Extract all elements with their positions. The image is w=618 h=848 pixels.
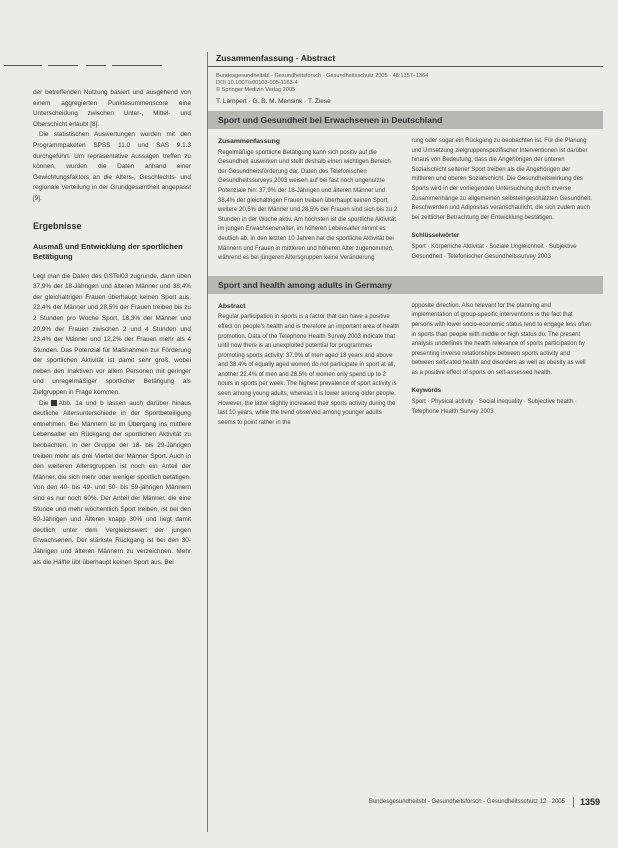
authors: T. Lampert · G. B. M. Mensink · T. Ziese [216, 98, 331, 105]
section-heading: Ergebnisse [33, 220, 82, 231]
page-footer [270, 797, 600, 807]
keywords: Sport · Körperliche Aktivität · Soziale Ungleichheit · Subjektive Gesundheit · Telefonischer Gesundheitssurvey 2003 [411, 243, 577, 260]
abstract-text: opposite direction. Also relevant for the planning and implementation of group-specific interventions is the fact that persons with lower socio-economic status tend to engage less often in sports than people with middle or high status do. The present analysis underlines the health relevance of sports participation by presenting inverse relationships between sports activity and between self-rated health and disorders as well as obesity as well as a positive effect of sports on self-assessed health. [411, 302, 592, 376]
text: Abb. 1a und b lassen auch darüber hinaus deutliche Altersunterschiede in der Sportbeteiligung entnehmen. Bei Männern ist im Übergang ins mittlere Lebensalter ein Rückgang der sportlichen Aktivität zu beobachten. In der Gruppe der 18- bis 29-Jährigen treiben mehr als drei Viertel der Männer Sport. Auch in den weiteren Altersgruppen ist noch ein Anteil der Männer, die sich mehr oder weniger sportlich betätigen. Von den 40- bis 49- und 50- bis 59-jährigen Männern sind es nur noch 60%. Der Anteil der Männer, die eine Stunde und mehr wöchentlich Sport treiben, ist bei den 60-Jährigen und Älteren knapp 30% und liegt damit deutlich unter dem Vergleichswert der jungen Erwachsenen. Der stärkste Rückgang ist bei den 30-Jährigen und älteren Männern zu verzeichnen. Mehr als die Hälfte übt überhaupt keinen Sport aus. Bei [33, 399, 191, 566]
abstract-box [207, 52, 603, 832]
keywords-heading: Schlüsselwörter [411, 232, 460, 240]
left-text-column [33, 88, 191, 568]
heading: Abstract [218, 302, 246, 310]
doi: DOI 10.1007/s00103-005-1163-4 [216, 80, 298, 86]
citation: Bundesgesundheitsbl - Gesundheitsforsch - Gesundheitsschutz 2005 · 48:1357–1364 [216, 73, 429, 79]
abstract-text: rung oder sogar ein Rückgang zu beobachten ist. Für die Planung und Umsetzung zielgruppenspezifischer Interventionen ist darüber hinaus von Bedeutung, dass die Angehörigen der unteren Sozialschicht seltener Sport treiben als die Angehörigen der mittleren und oberen Sozialschicht. Die Gesundheitswirkung des Sports wird in der vorliegenden Untersuchung durch inverse Zusammenhänge zu allgemeinen selbsteingeschätzten Gesundheit, Beschwerden und Adipositas veranschaulicht, die sich zudem auch bei zeitlicher Betrachtung der Entwicklung bestätigen. [411, 138, 592, 221]
divider [48, 65, 78, 66]
abstract-text: Regelmäßige sportliche Betätigung kann sich positiv auf die Gesundheit auswirken und stellt deshalb einen wichtigen Bereich der Gesundheitsförderung dar. Daten des Telefonischen Gesundheitssurveys 2003 weisen auf bei fast noch ungenutzte Potenziale hin: 37,9% der 18-Jährigen und älteren Männer und 38,4% der gleichaltrigen Frauen treiben überhaupt keinen Sport, weitere 20,5% der Männer und 28,5% der Frauen sind sich bis zu 2 Stunden in der Woche aktiv. Am höchsten ist die sportliche Aktivität im jungen Erwachsenenalter, im höheren Lebensalter nimmt es deutlich ab. In den letzten 10 Jahren hat die sportliche Aktivität bei Männern und Frauen in mittleren und höheren Alter zugenommen, während es bei jüngeren Altersgruppen keine Veränderung [218, 149, 398, 262]
title-english: Sport and health among adults in Germany [208, 276, 603, 294]
keywords-heading: Keywords [411, 387, 442, 395]
abstract-text: Regular participation in sports is a factor that can have a positive effect on people's health and is therefore an important area of health promotion. Data of the Telephone Health Survey 2003 indicate that until now there is an unexploited potential for programmes promoting sports activity: 37.9% of men aged 18 years and above and 38.4% of equally aged women do not participate in sport at all, another 22.4% of men and 28.5% of women only spend up to 2 hours in sports per week. The highest prevalence of sport activity is seen among young adults, whereas it is lower among older people. However, the latter slightly increased their sports activity during the last 10 years, while the trend observed among younger adults seems to point rather in the [218, 314, 400, 426]
title-german: Sport und Gesundheit bei Erwachsenen in Deutschland [208, 111, 603, 129]
journal-name: Bundesgesundheitsbl - Gesundheitsforsch - Gesundheitsschutz 12 · 2005 [368, 799, 565, 805]
divider [112, 65, 162, 66]
abstract-header: Zusammenfassung · Abstract [208, 52, 603, 67]
divider [4, 65, 42, 66]
heading: Zusammenfassung [218, 138, 280, 145]
divider [86, 65, 106, 66]
paragraph: der betreffenden Nutzung basiert und ausgehend von einem aggregierten Punktesummenscore eine Unterscheidung zwischen Unter-, Mittel- und Oberschicht erlaubt [8]. [33, 89, 191, 128]
english-abstract [208, 294, 603, 429]
paragraph [33, 399, 191, 569]
page-number: 1359 [573, 797, 600, 807]
paragraph: Die statistischen Auswertungen wurden mit den Programmpaketen SPSS 11.0 und SAS 9.1.3 durchgeführt. Um repräsentative Aussagen treffen zu können, wurden die Daten anhand einer Gewichtungsfaktors an die Alters-, Geschlechts- und regionale Verteilung in der Grundgesamtheit angepasst [9]. [33, 131, 191, 202]
subsection-heading: Ausmaß und Entwicklung der sportlichen Betätigung [33, 241, 183, 261]
copyright: © Springer Medizin Verlag 2005 [216, 87, 296, 93]
figure-reference-icon [51, 400, 57, 406]
keywords: Sport · Physical activity · Social inequality · Subjective health · Telephone Health Survey 2003 [411, 399, 577, 415]
article-meta [208, 67, 603, 94]
text: Die [39, 399, 49, 407]
german-abstract [208, 129, 603, 264]
paragraph: Legt man die Daten des GSTel03 zugrunde, dann üben 37,9% der 18-Jährigen und älteren Männer und 38,4% der gleichaltrigen Frauen überhaupt keinen Sport aus. 22,4% der Männer und 28,5% der Frauen treiben bis zu 2 Stunden pro Woche Sport, 18,3% der Männer und 20,9% der Frauen zwischen 2 und 4 Stunden und 23,4% der Männer und 12,2% der Frauen mehr als 4 Stunden. Das Potenzial für Maßnahmen zur Förderung der sportlichen Aktivität ist damit sehr groß, wobei neben den Inaktiven vor allem Personen mit geringer und unregelmäßiger sportlicher Betätigung als Zielgruppen in Frage kommen. [33, 272, 191, 397]
